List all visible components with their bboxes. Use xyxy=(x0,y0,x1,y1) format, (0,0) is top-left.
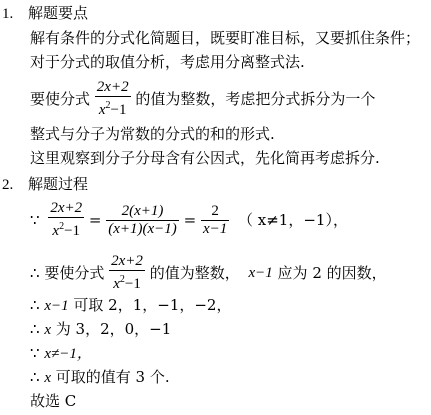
therefore-symbol: ∴ xyxy=(30,296,40,314)
line2-fraction-den xyxy=(109,271,145,293)
section1-line5: 这里观察到分子分母含有公因式，先化简再考虑拆分. xyxy=(30,149,380,167)
line4-text: 为 3，2，0，−1 xyxy=(55,320,172,338)
section1-heading-row xyxy=(2,6,88,22)
line3-text: 可取 2，1，−1，−2， xyxy=(73,296,232,314)
eq-fraction-3-num: 2 xyxy=(201,203,229,221)
line2-middle: 的值为整数， xyxy=(149,263,240,282)
line2-suffix: 应为 2 的因数， xyxy=(277,263,387,282)
den-rest: −1 xyxy=(124,276,141,292)
den-base: x xyxy=(113,276,120,292)
equals-sign-2: = xyxy=(183,210,197,229)
line5-text: x≠−1， xyxy=(44,346,92,362)
section1-number: 1. xyxy=(2,6,14,22)
line3-suffix: 的值为整数，考虑把分式拆分为一个 xyxy=(135,89,376,108)
den-rest: −1 xyxy=(110,102,127,118)
eq-fraction-3-den: x−1 xyxy=(202,220,228,237)
eq-fraction-2-den: (x+1)(x−1) xyxy=(108,220,177,237)
den-exp: 2 xyxy=(105,100,111,111)
proof-line-5 xyxy=(30,346,92,362)
because-symbol: ∵ xyxy=(30,344,40,362)
fraction-expression xyxy=(95,79,131,119)
line2-variable: x−1 xyxy=(248,264,273,281)
eq-fraction-2 xyxy=(106,203,179,238)
section1-line4: 整式与分子为常数的分式的和的形式. xyxy=(30,125,275,143)
line3-prefix: 要使分式 xyxy=(30,89,91,108)
line3-variable: x−1 xyxy=(44,298,69,314)
section1-heading: 解题要点 xyxy=(28,4,89,22)
proof-line-3 xyxy=(30,298,231,314)
den-exp: 2 xyxy=(119,274,125,285)
eq-fraction-1-num: 2x+2 xyxy=(50,200,83,216)
line2-fraction xyxy=(109,253,145,293)
eq-fraction-1-den xyxy=(48,218,84,240)
eq-fraction-1 xyxy=(48,200,84,240)
section1-line3 xyxy=(30,79,375,119)
den-base: x xyxy=(98,102,106,118)
line4-variable: x xyxy=(44,322,51,338)
den-rest: −1 xyxy=(64,223,81,239)
equals-sign-1: = xyxy=(88,210,102,229)
line2-fraction-num: 2x+2 xyxy=(111,253,143,269)
condition-text: （ x≠1，−1）， xyxy=(238,210,348,229)
section1-line2: 对于分式的取值分析，考虑用分离整式法. xyxy=(30,53,305,71)
proof-line-6 xyxy=(30,370,170,386)
section2-number: 2. xyxy=(2,177,14,193)
therefore-symbol: ∴ xyxy=(30,263,40,282)
section2-heading-row xyxy=(2,177,88,193)
line2-prefix: 要使分式 xyxy=(44,263,105,282)
fraction-denominator xyxy=(95,97,131,119)
proof-line-2 xyxy=(30,253,387,293)
because-symbol: ∵ xyxy=(30,210,40,229)
section2-heading: 解题过程 xyxy=(28,175,89,193)
den-base: x xyxy=(52,223,60,239)
therefore-symbol: ∴ xyxy=(30,320,40,338)
eq-fraction-3 xyxy=(201,203,229,238)
den-exp: 2 xyxy=(59,221,65,232)
fraction-numerator: 2x+2 xyxy=(96,79,129,95)
line6-text: 可取的值有 3 个. xyxy=(55,368,170,386)
line6-variable: x xyxy=(44,370,51,386)
equation-line xyxy=(30,200,348,240)
eq-fraction-2-num: 2(x+1) xyxy=(106,203,179,221)
section1-line1: 解有条件的分式化简题目，既要盯准目标，又要抓住条件； xyxy=(30,29,421,47)
answer-line: 故选 C xyxy=(30,392,77,410)
therefore-symbol: ∴ xyxy=(30,368,40,386)
proof-line-4 xyxy=(30,322,171,338)
